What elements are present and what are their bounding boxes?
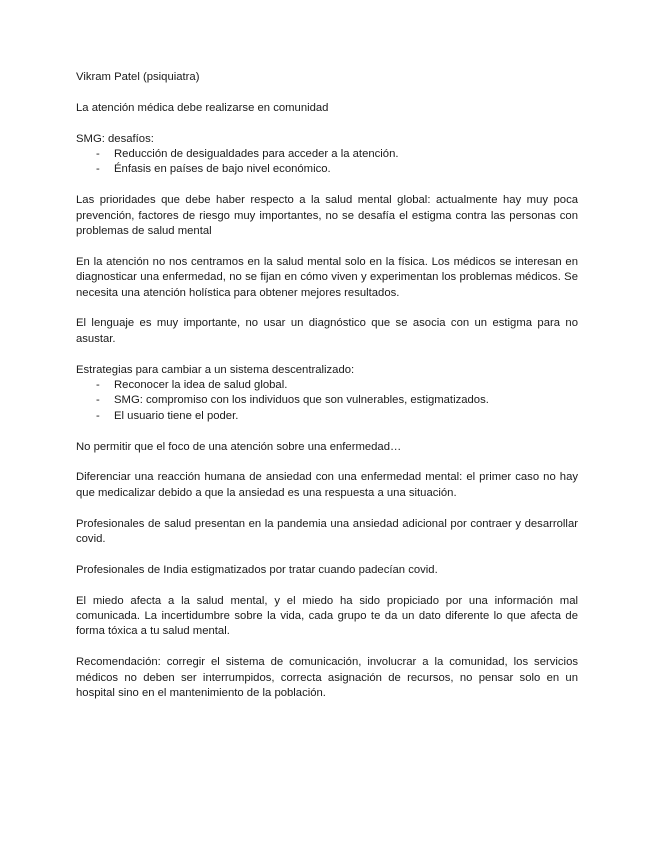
list-dash: -: [96, 148, 100, 160]
strategies-list: [76, 363, 578, 425]
document-body: [76, 70, 578, 717]
list-item-text: Reconocer la idea de salud global.: [114, 379, 288, 392]
list-item: [76, 393, 578, 408]
paragraph-priorities: Las prioridades que debe haber respecto a la salud mental global: actualmente hay muy poca prevención, factores de riesgo muy importantes, no se desafía el estigma contra las personas con problemas de salud mental: [76, 194, 578, 238]
smg-challenges-heading: SMG: desafíos:: [76, 132, 154, 145]
list-dash: -: [96, 379, 100, 392]
paragraph-professionals-pandemic: Profesionales de salud presentan en la pandemia una ansiedad adicional por contraer y desarrollar covid.: [76, 517, 578, 546]
paragraph-fear: El miedo afecta a la salud mental, y el miedo ha sido propiciado por una información mal comunicada. La incertidumbre sobre la vida, cada grupo te da un dato diferente lo que afecta de forma tóxica a tu salud mental.: [76, 594, 578, 638]
list-item: [76, 378, 578, 393]
strategies-heading: Estrategias para cambiar a un sistema descentralizado:: [76, 363, 355, 376]
list-dash: -: [96, 163, 100, 176]
paragraph-india-stigma: Profesionales de India estigmatizados por tratar cuando padecían covid.: [76, 563, 438, 576]
list-item-text: El usuario tiene el poder.: [114, 409, 239, 422]
author-line: Vikram Patel (psiquiatra): [76, 71, 200, 83]
list-item-text: Énfasis en países de bajo nivel económico.: [114, 163, 331, 176]
paragraph-community-care: La atención médica debe realizarse en comunidad: [76, 101, 329, 114]
paragraph-focus: No permitir que el foco de una atención sobre una enfermedad…: [76, 440, 402, 453]
list-item: [76, 162, 578, 177]
list-item-text: Reducción de desigualdades para acceder a la atención.: [114, 148, 399, 160]
smg-challenges-list: [76, 132, 578, 178]
list-dash: -: [96, 409, 100, 422]
paragraph-language: El lenguaje es muy importante, no usar un diagnóstico que se asocia con un estigma para no asustar.: [76, 317, 578, 345]
list-item-text: SMG: compromiso con los individuos que son vulnerables, estigmatizados.: [114, 394, 489, 407]
paragraph-holistic-care: En la atención no nos centramos en la salud mental solo en la física. Los médicos se interesan en diagnosticar una enfermedad, no se fijan en cómo viven y experimentan los problemas médicos. Se necesita una atención holística para obtener mejores resultados.: [76, 255, 578, 299]
list-dash: -: [96, 394, 100, 407]
list-item: [76, 409, 578, 424]
paragraph-anxiety: Diferenciar una reacción humana de ansiedad con una enfermedad mental: el primer caso no hay que medicalizar debido a que la ansiedad es una respuesta a una situación.: [76, 471, 578, 499]
list-item: [76, 147, 578, 162]
paragraph-recommendation: Recomendación: corregir el sistema de comunicación, involucrar a la comunidad, los servicios médicos no deben ser interrumpidos, correcta asignación de recursos, no pensar solo en un hospital sino en el mantenimiento de la población.: [76, 656, 578, 700]
